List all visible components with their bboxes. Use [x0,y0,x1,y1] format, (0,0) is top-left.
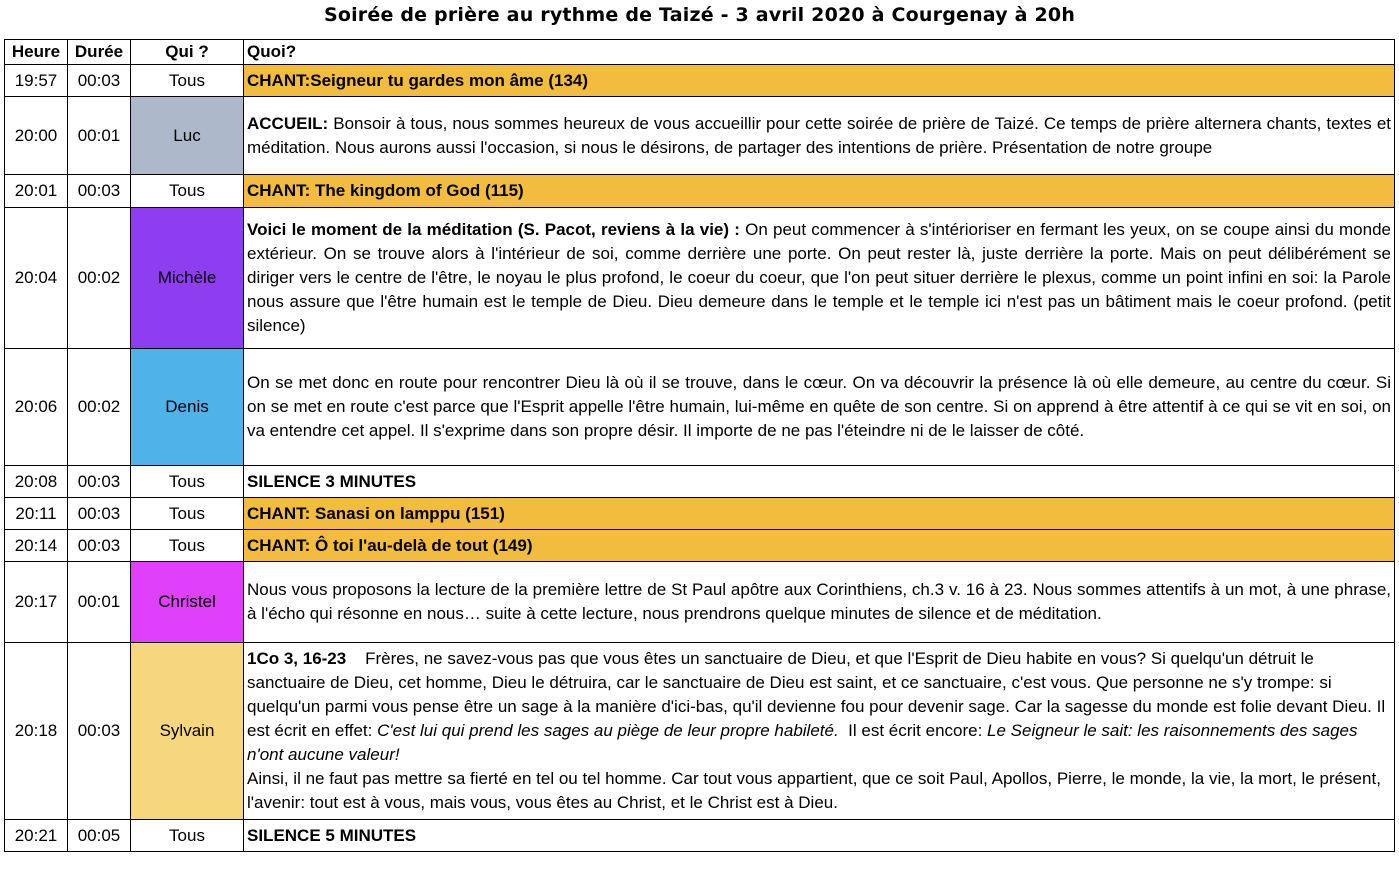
duration-cell: 00:05 [68,820,131,852]
duration-cell: 00:03 [68,643,131,820]
table-row [5,65,1395,97]
header-qui: Qui ? [131,40,244,65]
table-row [5,466,1395,498]
person-cell-michele: Michèle [131,208,244,349]
content-cell [244,97,1395,175]
time-cell: 20:06 [5,349,68,466]
content-text: On peut commencer à s'intérioriser en fermant les yeux, on se coupe ainsi du monde extérieur. On se trouve alors à l'intérieur de soi, comme derrière une porte. On peut rester là, juste derrière la porte. Mais on peut délibérément se diriger vers le centre de l'être, le noyau le plus profond, le coeur du coeur, que l'on peut situer derrière le plexus, comme un point infini en soi: la Parole nous assure que l'être humain est le temple de Dieu. Dieu demeure dans le temple et le temple ici n'est pas un bâtiment mais le coeur profond. (petit silence) [247,220,1391,335]
time-cell: 20:01 [5,175,68,208]
chant-cell: CHANT: Ô toi l'au-delà de tout (149) [244,530,1395,562]
content-text: Bonsoir à tous, nous sommes heureux de vous accueillir pour cette soirée de prière de Taizé. Ce temps de prière alternera chants, textes et méditation. Nous aurons aussi l'occasion, si nous le désirons, de partager des intentions de prière. Présentation de notre groupe [247,113,1391,157]
table-row [5,175,1395,208]
content-cell [244,208,1395,349]
person-cell-christel: Christel [131,562,244,643]
time-cell: 20:04 [5,208,68,349]
header-heure: Heure [5,40,68,65]
person-cell: Tous [131,65,244,97]
table-row [5,498,1395,530]
table-row [5,97,1395,175]
person-cell-denis: Denis [131,349,244,466]
page-title: Soirée de prière au rythme de Taizé - 3 avril 2020 à Courgenay à 20h [323,4,1076,26]
content-heading: 1Co 3, 16-23 [247,649,347,668]
duration-cell: 00:03 [68,65,131,97]
duration-cell: 00:02 [68,208,131,349]
silence-cell: SILENCE 3 MINUTES [244,466,1395,498]
chant-cell: CHANT:Seigneur tu gardes mon âme (134) [244,65,1395,97]
duration-cell: 00:03 [68,466,131,498]
person-cell-luc: Luc [131,97,244,175]
content-text: Il est écrit encore: [838,721,988,740]
duration-cell: 00:03 [68,498,131,530]
content-text: Frères, ne savez-vous pas que vous êtes un sanctuaire de Dieu, et que l'Esprit de Dieu habite en vous? Si quelqu'un détruit le sanctuaire de Dieu, cet homme, Dieu le détruira, car le sanctuaire de Dieu est saint, et ce sanctuaire, c'est vous. Que personne ne s'y trompe: si quelqu'un parmi vous pense être un sage à la manière d'ici-bas, qu'il devienne fou pour devenir sage. Car la sagesse du monde est folie devant Dieu. Il est écrit en effet: [247,649,1390,740]
table-row [5,208,1395,349]
duration-cell: 00:03 [68,175,131,208]
time-cell: 20:14 [5,530,68,562]
table-row [5,530,1395,562]
silence-cell: SILENCE 5 MINUTES [244,820,1395,852]
header-duree: Durée [68,40,131,65]
content-quote: Le Seigneur le sait: les raisonnements des sages n'ont aucune valeur! [247,721,1358,764]
content-quote: C'est lui qui prend les sages au piège de leur propre habileté. [377,721,839,740]
content-cell: Nous vous proposons la lecture de la première lettre de St Paul apôtre aux Corinthiens, ch.3 v. 16 à 23. Nous sommes attentifs à un mot, à une phrase, à l'écho qui résonne en nous… suite à cette lecture, nous prendrons quelque minutes de silence et de méditation. [244,562,1395,643]
time-cell: 20:17 [5,562,68,643]
person-cell: Tous [131,820,244,852]
person-cell-sylvain: Sylvain [131,643,244,820]
time-cell: 20:00 [5,97,68,175]
time-cell: 20:18 [5,643,68,820]
schedule-table [4,39,1395,852]
content-heading: Voici le moment de la méditation (S. Pacot, reviens à la vie) : [247,220,740,239]
person-cell: Tous [131,466,244,498]
table-row [5,820,1395,852]
chant-cell: CHANT: Sanasi on lamppu (151) [244,498,1395,530]
duration-cell: 00:03 [68,530,131,562]
duration-cell: 00:01 [68,562,131,643]
duration-cell: 00:02 [68,349,131,466]
table-row [5,349,1395,466]
duration-cell: 00:01 [68,97,131,175]
content-cell [244,643,1395,820]
table-row [5,562,1395,643]
content-cell: On se met donc en route pour rencontrer Dieu là où il se trouve, dans le cœur. On va découvrir la présence là où elle demeure, au centre du cœur. Si on se met en route c'est parce que l'Esprit appelle l'être humain, lui-même en quête de son centre. Si on apprend à être attentif à ce qui se vit en soi, on va entendre cet appel. Il s'exprime dans son propre désir. Il importe de ne pas l'éteindre ni de le laisser de côté. [244,349,1395,466]
person-cell: Tous [131,175,244,208]
time-cell: 19:57 [5,65,68,97]
time-cell: 20:08 [5,466,68,498]
person-cell: Tous [131,530,244,562]
content-text: Ainsi, il ne faut pas mettre sa fierté en tel ou tel homme. Car tout vous appartient, que ce soit Paul, Apollos, Pierre, le monde, la vie, la mort, le présent, l'avenir: tout est à vous, mais vous, vous êtes au Christ, et le Christ est à Dieu. [247,769,1381,812]
person-cell: Tous [131,498,244,530]
header-quoi: Quoi? [244,40,1395,65]
chant-cell: CHANT: The kingdom of God (115) [244,175,1395,208]
time-cell: 20:11 [5,498,68,530]
time-cell: 20:21 [5,820,68,852]
table-row [5,643,1395,820]
content-heading: ACCUEIL: [247,113,329,133]
header-row [5,40,1395,65]
